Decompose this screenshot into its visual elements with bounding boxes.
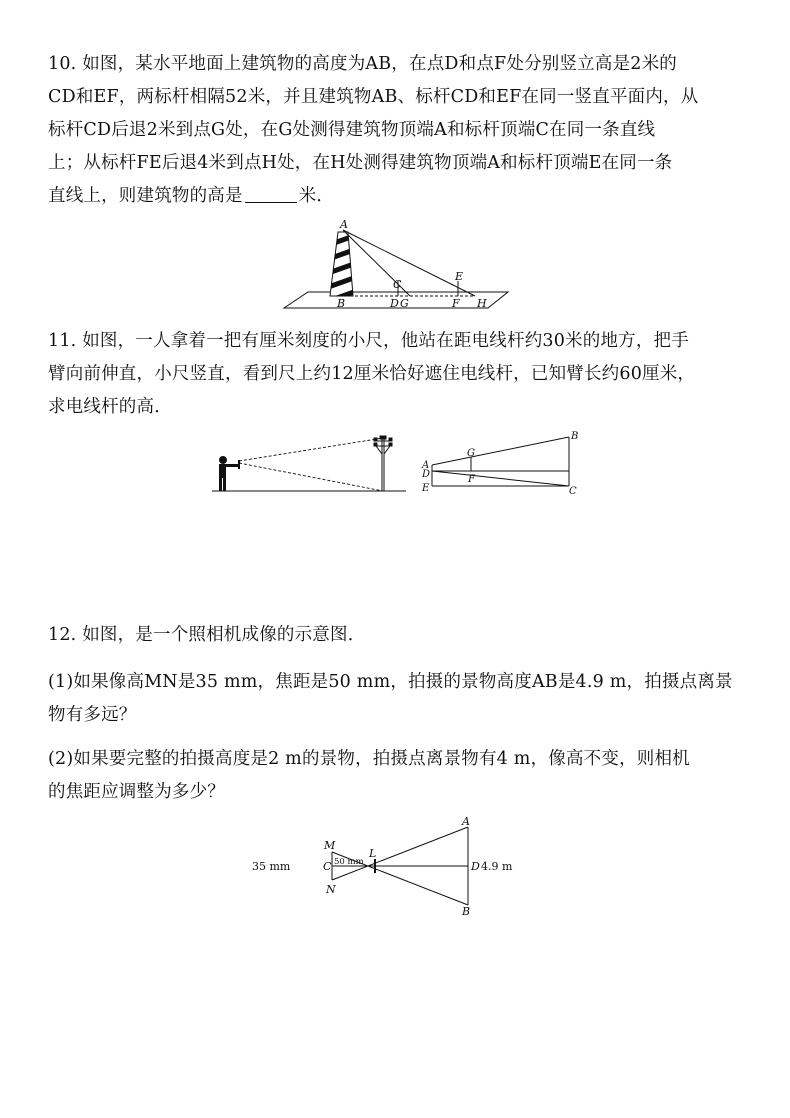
question-11	[48, 325, 748, 424]
person-figure	[219, 456, 240, 491]
label-m: M	[324, 839, 336, 852]
question-12-part-1	[48, 666, 748, 732]
label-object-height: 4.9 m	[481, 860, 513, 873]
q10-line-1: 10. 如图，某水平地面上建筑物的高度为AB，在点D和点F处分别竖立高是2米的	[48, 54, 677, 74]
label-h: H	[477, 297, 487, 310]
label-d: D	[422, 469, 431, 480]
ray-nb	[332, 827, 468, 880]
line-ab	[432, 437, 569, 465]
q11-line-2: 臂向前伸直，小尺竖直，看到尺上约12厘米恰好遮住电线杆，已知臂长约60厘米，	[48, 364, 696, 384]
electric-pole	[374, 436, 392, 491]
q11-line-3: 求电线杆的高．	[48, 397, 172, 417]
q11-figure-scene	[210, 434, 410, 496]
label-d: D	[390, 297, 399, 310]
line-dc	[432, 471, 569, 486]
label-f: F	[452, 297, 460, 310]
question-10	[48, 48, 748, 213]
answer-blank[interactable]	[245, 201, 297, 203]
q10-line-5-before: 直线上，则建筑物的高是	[48, 186, 243, 206]
label-focal-length: 50 mm	[334, 857, 364, 867]
label-a: A	[340, 218, 348, 231]
q11-figure-geometry	[418, 430, 588, 496]
q12-part1-line-2: 物有多远？	[48, 705, 137, 725]
sight-line-top	[239, 438, 383, 461]
q10-line-5-after: 米．	[298, 186, 335, 206]
label-b: B	[571, 431, 579, 442]
q10-line-3: 标杆CD后退2米到点G处，在G处测得建筑物顶端A和标杆顶端C在同一条直线	[48, 120, 656, 140]
label-l: L	[369, 847, 377, 860]
q12-title-line: 12. 如图，是一个照相机成像的示意图．	[48, 625, 366, 645]
label-b: B	[337, 297, 346, 310]
label-image-height: 35 mm	[252, 860, 291, 873]
label-c: C	[569, 486, 577, 497]
label-f: F	[468, 474, 475, 485]
label-c: C	[323, 860, 332, 873]
q10-line-5	[48, 180, 748, 213]
sight-line-aeh	[343, 230, 475, 296]
label-d: D	[471, 860, 480, 873]
q12-part2-line-2: 的焦距应调整为多少？	[48, 782, 225, 802]
building-ab	[320, 228, 365, 304]
q12-part1-line-1: (1)如果像高MN是35 mm，焦距是50 mm，拍摄的景物高度AB是4.9 m，拍摄点离景	[48, 672, 733, 692]
sight-line-bottom	[239, 463, 383, 491]
question-12-part-2	[48, 743, 748, 809]
q10-line-2: CD和EF，两标杆相隔52米，并且建筑物AB、标杆CD和EF在同一竖直平面内，从	[48, 87, 699, 107]
q10-figure	[270, 218, 520, 318]
label-e: E	[455, 270, 464, 283]
q10-line-4: 上；从标杆FE后退4米到点H处，在H处测得建筑物顶端A和标杆顶端E在同一条	[48, 153, 673, 173]
label-n: N	[326, 883, 336, 896]
label-a: A	[462, 815, 470, 828]
question-12-title	[48, 619, 748, 652]
label-g: G	[400, 297, 409, 310]
q12-part2-line-1: (2)如果要完整的拍摄高度是2 m的景物，拍摄点离景物有4 m，像高不变，则相机	[48, 749, 690, 769]
q11-line-1: 11. 如图，一人拿着一把有厘米刻度的小尺，他站在距电线杆约30米的地方，把手	[48, 331, 689, 351]
label-e: E	[422, 483, 430, 494]
label-b: B	[462, 905, 471, 918]
q12-figure	[248, 812, 548, 922]
label-a: A	[422, 460, 430, 471]
label-c: C	[393, 278, 402, 291]
label-g: G	[467, 448, 475, 459]
